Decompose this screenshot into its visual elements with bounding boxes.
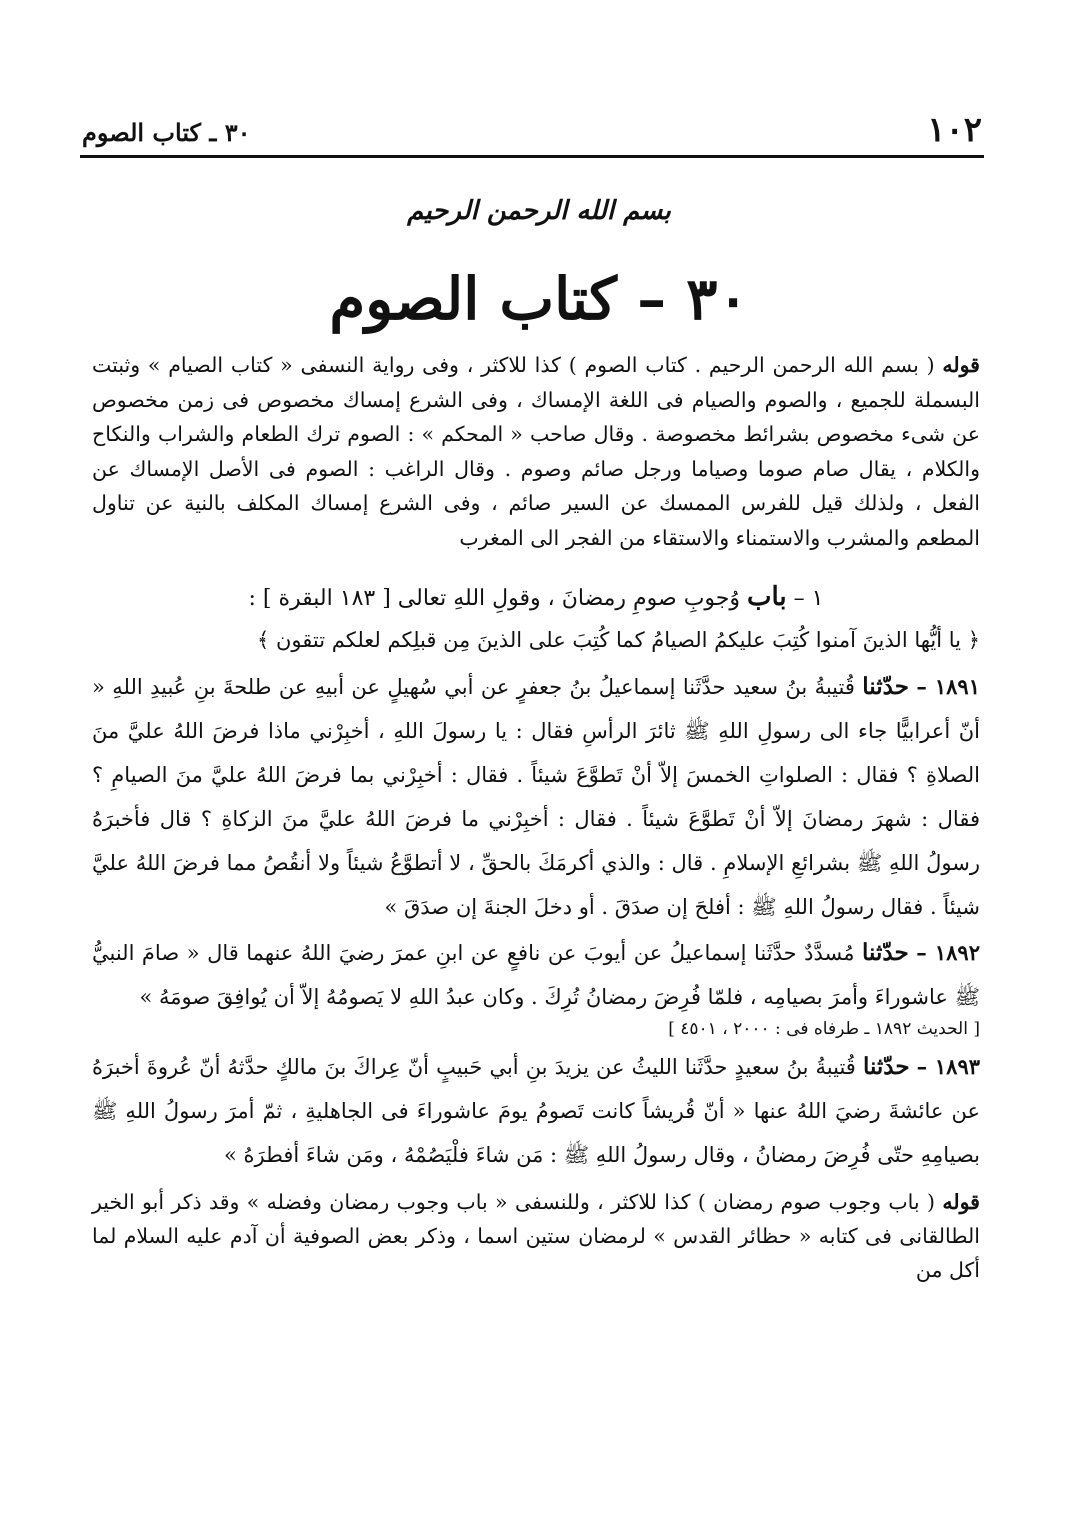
hadith-text: قُتيبةُ بنُ سعيدٍ حدَّثَنا الليثُ عن يزيدَ بنِ أبي حَبيبٍ أنّ عِراكَ بنَ مالكٍ حدَّثهُ أنّ عُروةَ أخبرَهُ عن عائشةَ رضيَ اللهُ عنها « أنّ قُريشاً كانت تَصومُ يومَ عاشوراءَ فى الجاهليةِ ، ثمّ أمرَ رسولُ اللهِ ﷺ بصيامِهِ حتّى فُرِضَ رمضانُ ، وقال رسولُ اللهِ ﷺ : مَن شاءَ فلْيَصُمْهُ ، ومَن شاءَ أفطرَهُ » <box>92 1055 980 1167</box>
haddathana-word: حدّثنا <box>862 939 909 966</box>
hadith-number: ١٨٩٣ – <box>916 1054 981 1079</box>
chapter-title: ٣٠ – كتاب الصوم <box>329 265 749 333</box>
hadith-cross-reference: [ الحديث ١٨٩٢ ـ طرفاه فى : ٢٠٠٠ ، ٤٥٠١ ] <box>668 1019 980 1039</box>
hadith-text: مُسدَّدٌ حدَّثَنا إسماعيلُ عن أيوبَ عن نافعٍ عن ابنِ عمرَ رضيَ اللهُ عنهما قال « صامَ النبيُّ ﷺ عاشوراءَ وأمرَ بصيامِه ، فلمّا فُرِضَ رمضانُ تُرِكَ . وكان عبدُ اللهِ لا يَصومُهُ إلاّ أن يُوافِقَ صومَهُ » <box>92 941 980 1009</box>
bab-commentary <box>92 1185 980 1287</box>
page-body <box>92 348 980 1287</box>
basmala-heading: بسم الله الرحمن الرحيم <box>407 196 671 226</box>
intro-text: ( بسم الله الرحمن الرحيم . كتاب الصوم ) كذا للاكثر ، وفى رواية النسفى « كتاب الصيام » وثبتت البسملة للجميع ، والصوم والصيام فى اللغة الإمساك ، وفى الشرع إمساك مخصوص فى زمن مخصوص عن شىء مخصوص بشرائط مخصوصة . وقال صاحب « المحكم » : الصوم ترك الطعام والشراب والنكاح والكلام ، يقال صام صوما وصياما ورجل صائم وصوم . وقال الراغب : الصوم فى الأصل الإمساك عن الفعل ، ولذلك قيل للفرس الممسك عن السير صائم ، وفى الشرع إمساك المكلف بالنية عن تناول المطعم والمشرب والاستمناء والاستقاء من الفجر الى المغرب <box>92 353 980 550</box>
haddathana-word: حدّثنا <box>862 673 909 700</box>
hadith-1892 <box>92 931 980 1019</box>
haddathana-word: حدّثنا <box>862 1053 910 1080</box>
hadith-1891 <box>92 665 980 929</box>
intro-lead-word: قوله <box>942 353 980 377</box>
hadith-text: قُتيبةُ بنُ سعيد حدَّثَنا إسماعيلُ بنُ جعفرٍ عن أبي سُهيلٍ عن أبيهِ عن طلحةَ بنِ عُبيدِ اللهِ « أنّ أعرابيًّا جاء الى رسولِ اللهِ ﷺ ثائرَ الرأسِ فقال : يا رسولَ اللهِ ، أخبِرْني ماذا فرضَ اللهُ عليَّ منَ الصلاةِ ؟ فقال : الصلواتِ الخمسَ إلاّ أنْ تَطوَّعَ شيئاً . فقال : أخبِرْني بما فرضَ اللهُ عليَّ منَ الصيامِ ؟ فقال : شهرَ رمضانَ إلاّ أنْ تَطوَّعَ شيئاً . فقال : أخبِرْني ما فرضَ اللهُ عليَّ منَ الزكاةِ ؟ قال فأخبرَهُ رسولُ اللهِ ﷺ بشرائعِ الإسلامِ . قال : والذي أكرمَكَ بالحقِّ ، لا أتطوَّعُ شيئاً ولا أنقُصُ مما فرضَ اللهُ عليَّ شيئاً . فقال رسولُ اللهِ ﷺ : أفلحَ إن صدَقَ . أو دخلَ الجنةَ إن صدَقَ » <box>92 675 980 919</box>
quran-verse: ﴿ يا أيُّها الذينَ آمنوا كُتِبَ عليكمُ الصيامُ كما كُتِبَ على الذينَ مِن قبلِكم لعلكم تتقون ﴾ <box>257 628 980 652</box>
bab-word: باب <box>747 582 787 612</box>
hadith-number: ١٨٩٢ – <box>916 940 980 965</box>
header-divider <box>80 155 984 158</box>
hadith-1893 <box>92 1045 980 1177</box>
page-number: ١٠٢ <box>927 110 982 150</box>
hadith-number: ١٨٩١ – <box>916 674 980 699</box>
running-title: ٣٠ ـ كتاب الصوم <box>82 118 251 147</box>
page-header <box>82 108 982 156</box>
bab-number: ١ – <box>793 586 824 611</box>
commentary-lead-word: قوله <box>942 1190 980 1214</box>
bab-heading <box>92 577 980 619</box>
bab-text: وُجوبِ صومِ رمضانَ ، وقولِ اللهِ تعالى [ ١٨٣ البقرة ] : <box>248 586 741 611</box>
intro-commentary <box>92 348 980 555</box>
commentary-text: ( باب وجوب صوم رمضان ) كذا للاكثر ، وللنسفى « باب وجوب رمضان وفضله » وقد ذكر أبو الخير الطالقانى فى كتابه « حظائر القدس » لرمضان ستين اسما ، وذكر بعض الصوفية أن آدم عليه السلام لما أكل من <box>92 1190 980 1282</box>
